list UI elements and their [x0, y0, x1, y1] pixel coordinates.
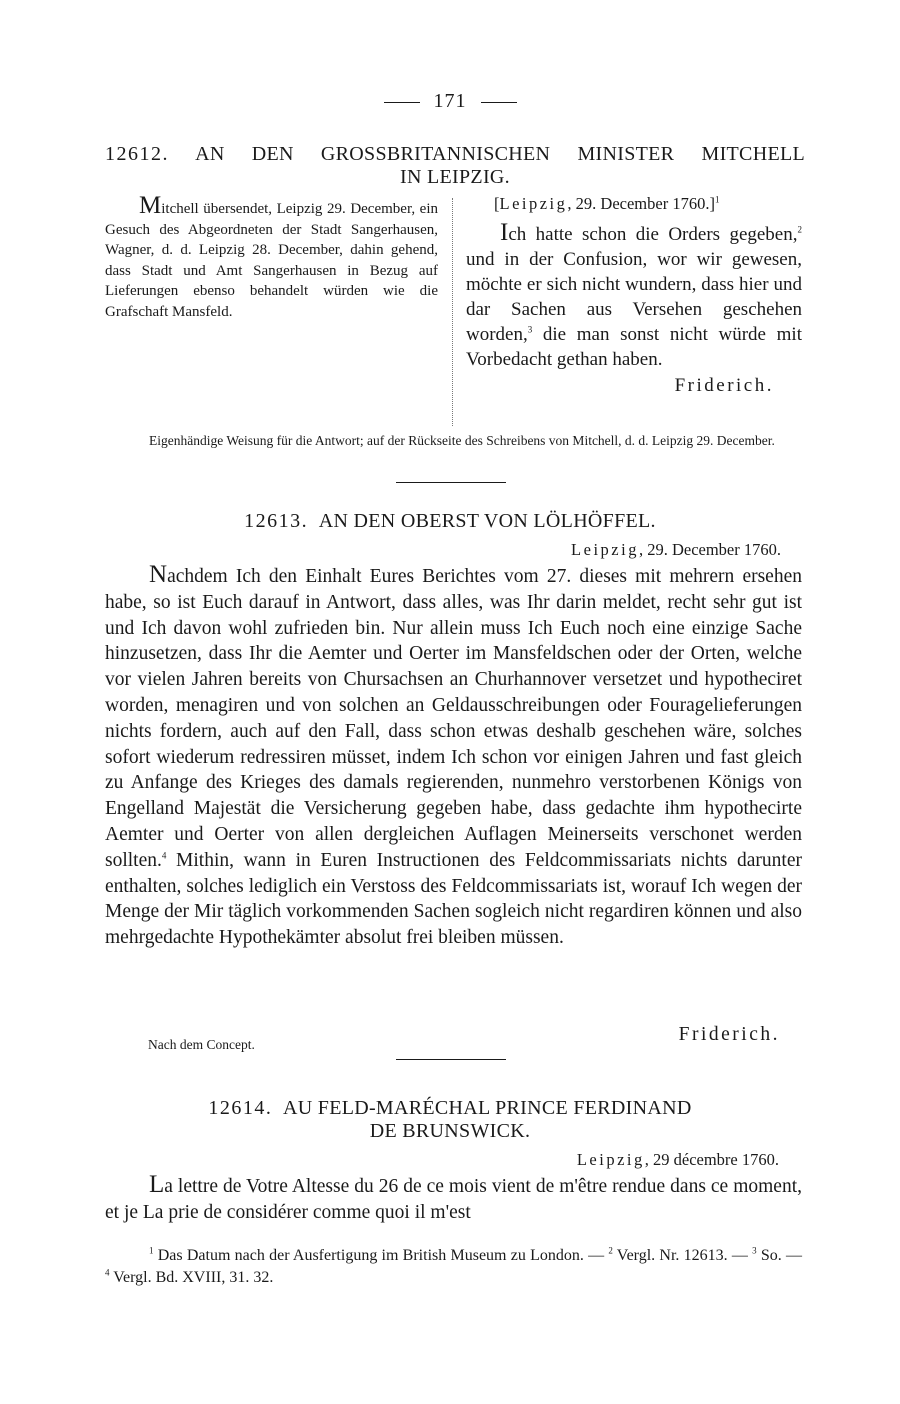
- footnotes: [105, 1245, 802, 1289]
- dateline-place: Leipzig: [499, 194, 568, 213]
- drop-initial: I: [500, 219, 509, 246]
- letter-12612-heading: [105, 143, 805, 189]
- footnote-4: Vergl. Bd. XVIII, 31. 32.: [109, 1269, 274, 1286]
- footnote-mark-3: 3: [752, 1245, 757, 1256]
- drop-initial: L: [149, 1171, 165, 1198]
- page-header: [0, 90, 900, 113]
- dateline-date: , 29. December 1760.: [638, 540, 781, 559]
- letter-12614-body: La lettre de Votre Altesse du 26 de ce mois vient de m'être rendue dans ce moment, et je La prie de considérer comme quoi il m'est: [105, 1171, 802, 1223]
- drop-initial: M: [139, 192, 162, 219]
- column-separator: [452, 198, 453, 426]
- letter-number: 12614.: [208, 1097, 273, 1119]
- section-divider: [396, 482, 506, 483]
- recipient: AN DEN OBERST VON LÖLHÖFFEL.: [318, 510, 656, 532]
- footnote-mark-4: 4: [105, 1267, 110, 1278]
- letter-12613-source: Nach dem Concept.: [148, 1037, 255, 1052]
- footnote-2: Vergl. Nr. 12613. —: [612, 1247, 753, 1264]
- drop-initial: N: [149, 561, 168, 588]
- footnote-3: So. —: [756, 1247, 803, 1264]
- dateline-date: , 29. December 1760.]: [567, 194, 715, 213]
- dateline-place: Leipzig: [571, 540, 639, 559]
- letter-12613-dateline: [105, 540, 781, 560]
- header-rule-right: [481, 102, 517, 103]
- footnote-ref-3: 3: [527, 324, 533, 335]
- letter-12613-body: Nachdem Ich den Einhalt Eures Berichtes vom 27. dieses mit mehrern ersehen habe, so ist Euch darauf in Antwort, dass alles, was Ihr darin meldet, recht sehr gut ist und Ich davon wohl zufrieden bin. Nur allein muss Ich Euch noch eine einzige Sache hinzusetzen, dass Ihr die Aemter und Oerter im Mansfeldschen oder der Orten, welche vor vielen Jahren bereits von Chursachsen an Churhannover versetzet und hypotheciret worden, menagiren und von solchen an Geldausschreibungen oder Fouragelieferungen nichts fordern, auch auf den Fall, dass schon etwas deshalb geschehen wäre, solches sofort wiederum redressiren müsset, indem Ich schon vor einigen Jahren und fast gleich zu Anfange des Krieges des damals regierenden, nunmehro verstorbenen Königs von Engelland Majestät die Versicherung gegeben habe, dass gedachte ihm hypothecirte Aemter und Oerter von allen dergleichen Auflagen Meinerseits verschonet werden sollten.$^4$ Mithin, wann in Euren Instructionen des Feldcommissariats nichts darunter enthalten, solches lediglich ein Verstoss des Feldcommissariats ist, worauf Ich wegen der Menge der Mir täglich vorkommenden Sachen sogleich nicht regardiren können und also mehrgedachte Hypothekämter absolut frei bleiben müssen.: [105, 561, 802, 949]
- letter-12612-reply: [466, 193, 802, 397]
- letter-number: 12612.: [105, 143, 169, 165]
- recipient-line-2: IN LEIPZIG.: [400, 166, 510, 188]
- reply-text: Ich hatte schon die Orders gegeben,$^2$ und in der Confusion, wor wir gewesen, möchte er sich nicht wundern, dass hier und dar Sachen aus Versehen geschehen worden,$^3$ die man sonst nicht würde mit Vorbedacht gethan haben.: [466, 219, 802, 370]
- signature: Friderich.: [674, 375, 774, 396]
- recipient-line-1: AN DEN GROSSBRITANNISCHEN MINISTER MITCHELL: [195, 143, 805, 165]
- letter-12612-summary: [105, 192, 438, 322]
- page-number: 171: [433, 90, 467, 112]
- dateline-date: , 29 décembre 1760.: [644, 1150, 779, 1169]
- footnote-mark-1: 1: [149, 1245, 154, 1256]
- footnote-ref-1: 1: [714, 194, 720, 205]
- footnote-1: Das Datum nach der Ausfertigung im British Museum zu London. —: [153, 1247, 609, 1264]
- footnote-ref-2: 2: [797, 224, 802, 235]
- letter-12614-heading: [0, 1097, 900, 1143]
- footnote-mark-2: 2: [608, 1245, 613, 1256]
- footnote-ref-4: 4: [161, 850, 167, 861]
- letter-12614-dateline: [105, 1150, 779, 1170]
- section-divider: [396, 1059, 506, 1060]
- dateline-place: Leipzig: [576, 1150, 645, 1169]
- recipient-line-1: AU FELD-MARÉCHAL PRINCE FERDINAND: [282, 1097, 692, 1119]
- letter-12613-heading: [0, 510, 900, 533]
- header-rule-left: [384, 102, 420, 103]
- letter-12613-signature: Friderich.: [678, 1024, 780, 1045]
- letter-number: 12613.: [244, 510, 309, 532]
- recipient-line-2: DE BRUNSWICK.: [369, 1120, 531, 1142]
- dateline: [Leipzig, 29. December 1760.]$^1$: [494, 194, 720, 213]
- summary-text: itchell übersendet, Leipzig 29. December, ein Gesuch des Abgeordneten der Stadt Sangerhausen, Wagner, d. d. Leipzig 28. December, dahin gehend, dass Stadt und Amt Sangerhausen in Bezug auf Lieferungen ebenso behandelt würden wie die Grafschaft Mansfeld.: [105, 201, 438, 320]
- letter-12612-source: Eigenhändige Weisung für die Antwort; auf der Rückseite des Schreibens von Mitchell, d. d. Leipzig 29. December.: [149, 433, 775, 448]
